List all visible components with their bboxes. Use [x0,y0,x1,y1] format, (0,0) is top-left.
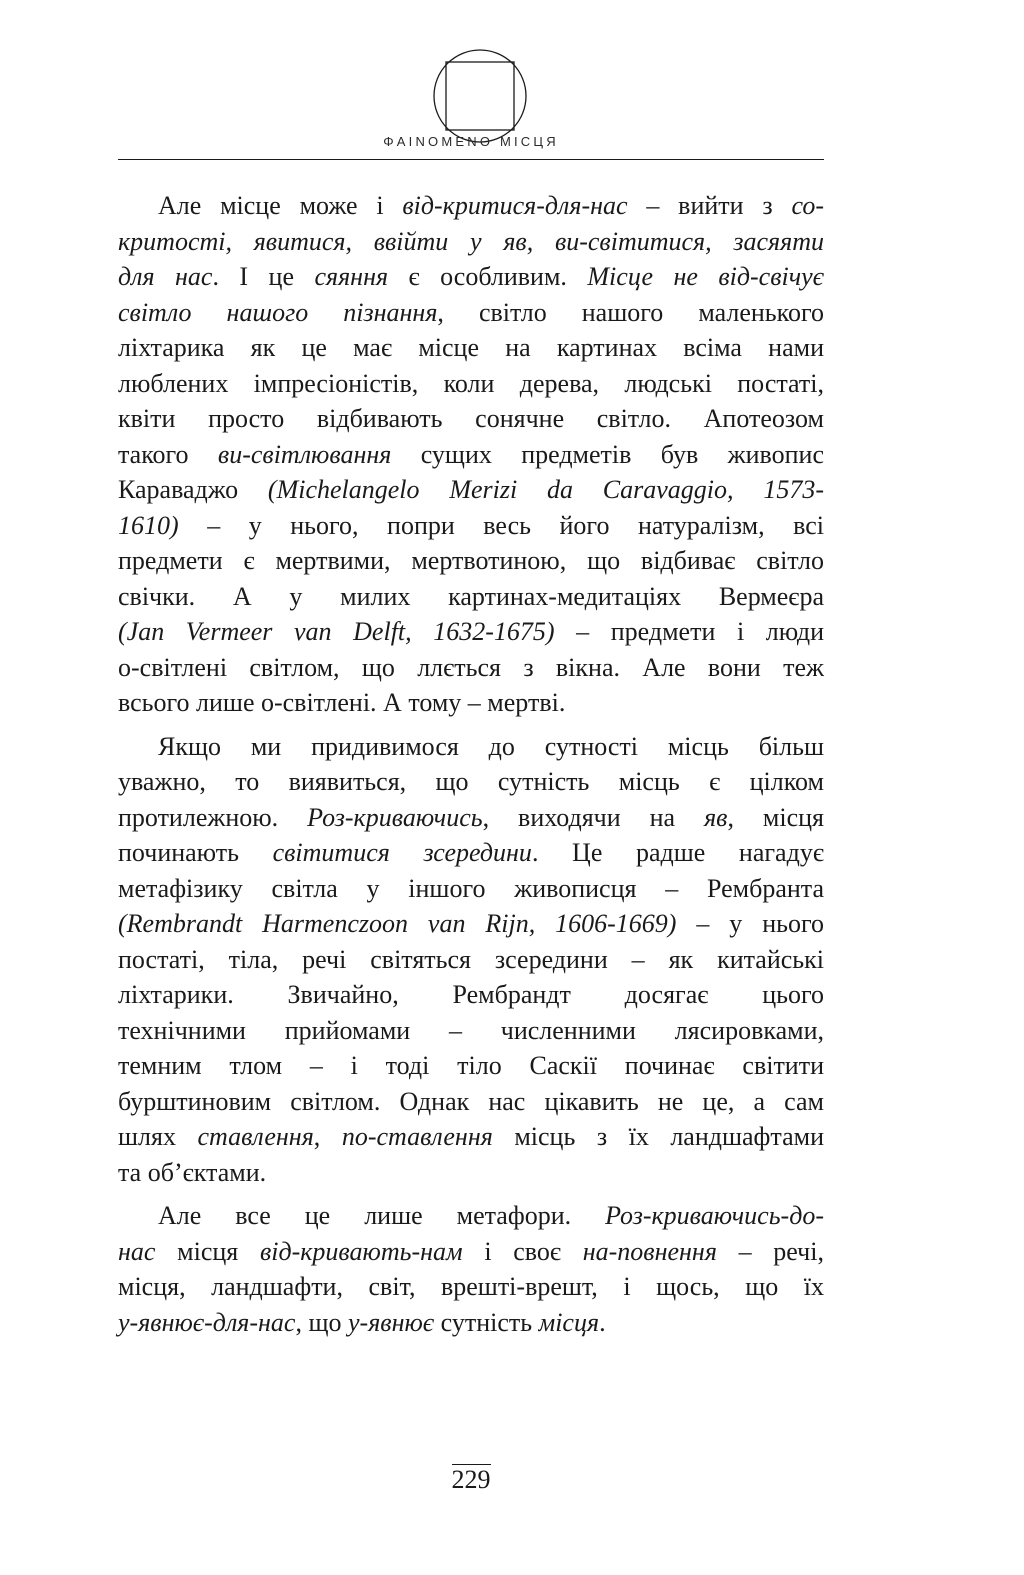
running-head-title: ΦAINOMENO МІСЦЯ [383,134,559,149]
italic-text: на-повнення [582,1236,717,1266]
text-segment: сущих предметів був живопис [391,439,824,469]
text-line [118,579,824,615]
text-segment: метафізику світла у іншого живописця – Рембранта [118,873,824,903]
text-segment: – у нього, попри весь його натуралізм, всі [178,510,824,540]
text-segment: – вийти з [627,191,792,220]
text-line [118,188,824,224]
text-segment: Але все це лише метафори. [158,1201,606,1230]
text-segment: і своє [462,1236,583,1266]
text-line [118,1084,824,1120]
text-line [118,650,824,686]
text-line [118,295,824,331]
italic-text: яв [704,802,728,832]
text-line [118,977,824,1013]
text-segment: такого [118,439,218,469]
text-segment: , світло нашого маленького [437,297,824,327]
italic-text: від-кривають-нам [259,1236,463,1266]
text-segment: Але місце може і [158,191,403,220]
italic-text: Місце не від-свічує [587,262,824,291]
italic-text: ви-світлювання [217,439,392,469]
text-segment: Караваджо [118,475,268,504]
text-line [118,1119,824,1155]
text-line [118,800,824,836]
text-segment: , [313,1122,342,1151]
text-segment: , місця [727,802,824,832]
text-line [118,906,824,942]
italic-text: по-ставлення [341,1122,493,1151]
italic-text: у-явнює [348,1307,435,1337]
text-segment: Якщо ми придивимося до сутності місць більш [158,731,824,761]
text-line [118,1155,824,1191]
italic-text: 1610) [118,510,179,540]
text-segment: . І це [212,262,315,291]
paragraph [118,1198,824,1340]
text-segment: починають [118,838,273,867]
text-line [118,1048,824,1084]
text-segment: місць з їх ландшафтами [492,1122,824,1151]
body-text [118,188,824,1348]
text-line [118,871,824,907]
text-segment: шлях [118,1122,198,1151]
text-segment: всього лише о-світлені. А тому – мертві. [118,688,566,717]
text-segment: люблених імпресіоністів, коли дерева, людські постаті, [118,368,824,398]
text-line [118,224,824,260]
text-line [118,1013,824,1049]
text-segment: є особливим. [388,262,588,291]
italic-text: сяяння [314,262,389,291]
text-line [118,401,824,437]
text-segment: уважно, то виявиться, що сутність місць є цілком [118,767,824,796]
italic-text: Роз-криваючись [307,802,483,832]
text-segment: протилежною. [118,802,308,832]
text-segment: , виходячи на [482,802,705,832]
text-line [118,729,824,765]
text-segment: – предмети і люди [554,617,824,646]
text-segment: місця [155,1236,260,1266]
text-line [118,942,824,978]
text-line [118,472,824,508]
text-segment: . [599,1307,606,1337]
text-segment: ліхтарики. Звичайно, Рембрандт досягає цього [118,980,824,1009]
italic-text: (Rembrandt Harmenczoon van Rijn, 1606-1669) [118,909,677,938]
italic-text: нас [118,1236,156,1266]
text-segment: , що [295,1307,348,1337]
text-line [118,685,824,721]
italic-text: у-явнює-для-нас [118,1307,296,1337]
text-segment: предмети є мертвими, мертвотиною, що відбиває світло [118,546,824,575]
italic-text: від-критися-для-нас [402,191,628,220]
italic-text: со- [791,191,824,220]
text-line [118,259,824,295]
text-segment: квіти просто відбивають сонячне світло. Апотеозом [118,404,824,433]
italic-text: ставлення [197,1122,314,1151]
page-number: 229 [451,1465,491,1494]
text-line [118,1305,824,1341]
text-line [118,1198,824,1234]
text-segment: постаті, тіла, речі світяться зсередини – як китайські [118,944,824,974]
italic-text: Роз-криваючись-до- [605,1201,824,1230]
text-line [118,1234,824,1270]
header-rule [118,159,824,160]
text-line [118,508,824,544]
italic-text: для нас [118,262,213,291]
text-line [118,366,824,402]
text-segment: та об’єктами. [118,1157,267,1187]
page-number-container [118,1464,824,1495]
text-line [118,614,824,650]
circle-square-emblem-icon [432,48,528,144]
paragraph [118,729,824,1191]
text-line [118,543,824,579]
italic-text: місця [538,1307,600,1337]
text-segment: технічними прийомами – численними лясировками, [118,1015,824,1045]
text-segment: свічки. А у милих картинах-медитаціях Вермеєра [118,581,824,611]
text-segment: ліхтарика як це має місце на картинах всіма нами [118,333,824,362]
italic-text: (Michelangelo Merizi da Caravaggio, 1573- [267,475,824,504]
italic-text: критості, явитися, ввійти у яв, ви-світитися, засяяти [118,226,824,256]
text-segment: – речі, [716,1236,824,1266]
text-line [118,835,824,871]
italic-text: (Jan Vermeer van Delft, 1632-1675) [118,617,555,646]
italic-text: світитися зсередини [272,838,532,867]
text-segment: – у нього [676,909,824,938]
text-segment: о-світлені світлом, що ллється з вікна. Але вони теж [118,652,824,682]
text-segment: . Це радше нагадує [531,838,824,867]
italic-text: світло нашого пізнання [118,297,438,327]
text-segment: місця, ландшафти, світ, врешті-врешт, і щось, що їх [118,1272,824,1301]
text-line [118,437,824,473]
text-segment: бурштиновим світлом. Однак нас цікавить не це, а сам [118,1086,824,1116]
paragraph [118,188,824,721]
text-segment: темним тлом – і тоді тіло Саскії починає світити [118,1051,824,1080]
text-segment: сутність [434,1307,539,1337]
text-line [118,1269,824,1305]
text-line [118,330,824,366]
text-line [118,764,824,800]
